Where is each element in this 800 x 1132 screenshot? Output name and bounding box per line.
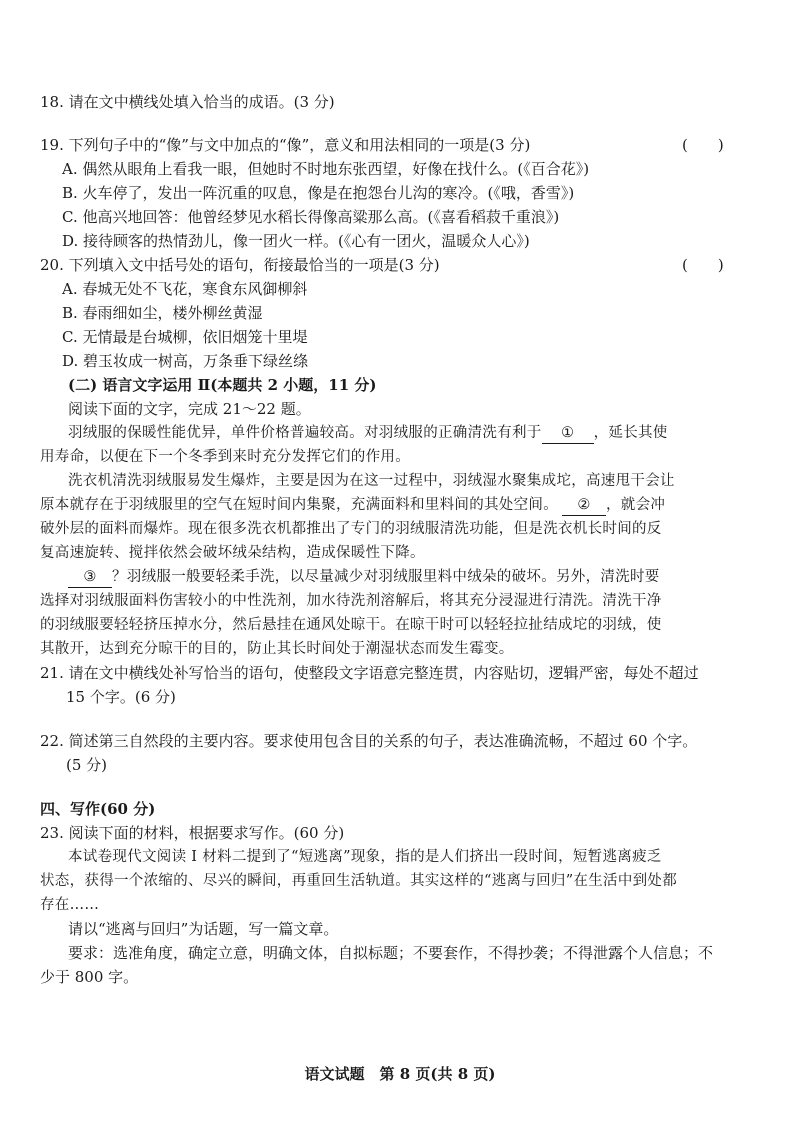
passage-line-2: 用寿命，以便在下一个冬季到来时充分发挥它们的作用。 — [40, 449, 410, 465]
question-21-line-1: 21. 请在文中横线处补写恰当的语句，使整段文字语意完整连贯，内容贴切，逻辑严密，每处不超过 — [40, 664, 699, 682]
question-20-option-a: A. 春城无处不飞花，寒食东风御柳斜 — [62, 280, 308, 298]
question-19-option-a: A. 偶然从眼角上看我一眼，但她时不时地东张西望，好像在找什么。(《百合花》) — [62, 160, 590, 178]
blank-2: ② — [562, 495, 606, 516]
question-20-option-c: C. 无情最是台城柳，依旧烟笼十里堤 — [62, 328, 308, 346]
blank-1: ① — [542, 423, 594, 444]
question-18: 18. 请在文中横线处填入恰当的成语。(3 分) — [40, 93, 335, 111]
passage-line-7: ③ ？羽绒服一般要轻柔手洗，以尽量减少对羽绒服里料中绒朵的破坏。另外，清洗时要 — [68, 567, 660, 588]
question-19-stem: 19. 下列句子中的“像”与文中加点的“像”，意义和用法相同的一项是(3 分) — [40, 136, 531, 154]
page-footer: 语文试题 第 8 页(共 8 页) — [304, 1065, 496, 1083]
material-line-3: 存在…… — [40, 897, 100, 913]
question-20-option-d: D. 碧玉妆成一树高，万条垂下绿丝绦 — [62, 352, 309, 370]
passage-line-8: 选择对羽绒服面料伤害较小的中性洗剂，加水待洗剂溶解后，将其充分浸湿进行清洗。清洗干净 — [40, 593, 662, 609]
material-line-1: 本试卷现代文阅读 Ⅰ 材料二提到了“短逃离”现象，指的是人们挤出一段时间，短暂逃离疲乏 — [68, 849, 662, 865]
question-22-line-1: 22. 简述第三自然段的主要内容。要求使用包含目的关系的句子，表达准确流畅，不超过 60 个字。 — [40, 732, 698, 750]
question-20-stem: 20. 下列填入文中括号处的语句，衔接最恰当的一项是(3 分) — [40, 256, 440, 274]
question-19-answer-paren: ( ) — [682, 136, 724, 154]
passage-line-4: 原本就存在于羽绒服里的空气在短时间内集聚，充满面料和里料间的其处空间。 ② ，就会冲 — [40, 495, 665, 516]
question-22-line-2: (5 分) — [66, 756, 108, 774]
section-2-title: (二) 语言文字运用 Ⅱ(本题共 2 小题，11 分) — [68, 376, 377, 394]
question-20-answer-paren: ( ) — [682, 256, 724, 274]
passage-line-10: 其散开，达到充分晾干的目的，防止其长时间处于潮湿状态而发生霉变。 — [40, 641, 514, 657]
passage-line-1: 羽绒服的保暖性能优异，单件价格普遍较高。对羽绒服的正确清洗有利于 ① ，延长其使 — [68, 423, 668, 444]
blank-3: ③ — [68, 567, 112, 588]
writing-requirements-2: 少于 800 字。 — [40, 968, 139, 986]
passage-line-5: 破外层的面料而爆炸。现在很多洗衣机都推出了专门的羽绒服清洗功能，但是洗衣机长时间的反 — [40, 521, 662, 537]
question-19-option-b: B. 火车停了，发出一阵沉重的叹息，像是在抱怨台儿沟的寒冷。(《哦，香雪》) — [62, 184, 575, 202]
passage-line-9: 的羽绒服要轻轻挤压掉水分，然后悬挂在通风处晾干。在晾干时可以轻轻拉扯结成坨的羽绒，使 — [40, 617, 662, 633]
writing-prompt: 请以“逃离与回归”为话题，写一篇文章。 — [68, 920, 339, 938]
question-21-line-2: 15 个字。(6 分) — [66, 688, 176, 706]
question-19-option-d: D. 接待顾客的热情劲儿，像一团火一样。(《心有一团火，温暖众人心》) — [62, 232, 530, 250]
question-20-option-b: B. 春雨细如尘，楼外柳丝黄湿 — [62, 304, 263, 322]
material-line-2: 状态，获得一个浓缩的、尽兴的瞬间，再重回生活轨道。其实这样的“逃离与回归”在生活中到处都 — [40, 873, 678, 889]
writing-requirements-1: 要求：选准角度，确定立意，明确文体，自拟标题；不要套作，不得抄袭；不得泄露个人信息；不 — [68, 944, 714, 962]
question-19-option-c: C. 他高兴地回答：他曾经梦见水稻长得像高粱那么高。(《喜看稻菽千重浪》) — [62, 208, 560, 226]
section-2-intro: 阅读下面的文字，完成 21～22 题。 — [68, 400, 311, 418]
passage-line-3: 洗衣机清洗羽绒服易发生爆炸，主要是因为在这一过程中，羽绒湿水聚集成坨，高速甩干会让 — [68, 473, 675, 489]
passage-line-6: 复高速旋转、搅拌依然会破坏绒朵结构，造成保暖性下降。 — [40, 545, 425, 561]
section-4-title: 四、写作(60 分) — [40, 800, 156, 818]
question-23-stem: 23. 阅读下面的材料，根据要求写作。(60 分) — [40, 824, 345, 842]
